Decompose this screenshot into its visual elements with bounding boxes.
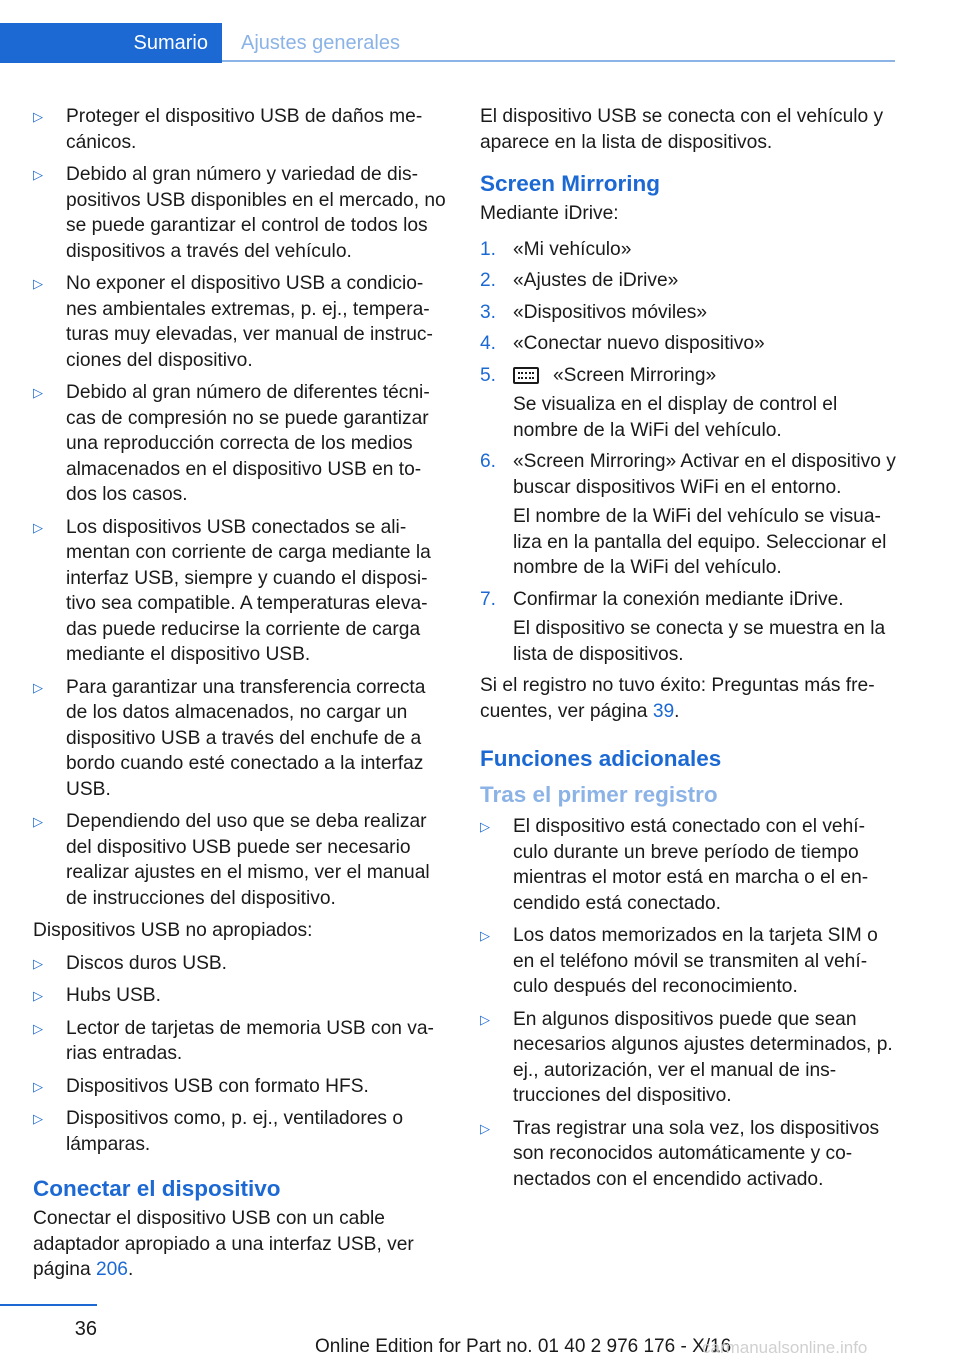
triangle-bullet-icon: ▷ bbox=[480, 1120, 490, 1136]
step-item: 1. «Mi vehículo» bbox=[480, 238, 632, 260]
list-item: ▷ Dispositivos USB con formato HFS. bbox=[33, 1074, 449, 1100]
screen-mirroring-icon bbox=[513, 367, 539, 384]
triangle-bullet-icon: ▷ bbox=[480, 1011, 490, 1027]
connect-paragraph: Conectar el dispositivo USB con un cable adaptador apropiado a una interfaz USB, ver página 206. bbox=[33, 1208, 414, 1280]
triangle-bullet-icon: ▷ bbox=[33, 955, 43, 971]
usb-connected-paragraph: El dispositivo USB se conecta con el vehículo y aparece en la lista de dispositivos. bbox=[480, 106, 884, 153]
list-item: ▷ Dependiendo del uso que se deba realizar del dispositivo USB puede ser necesario realizar ajustes en el mismo, ver el manual de instrucciones del dispositivo. bbox=[33, 809, 449, 911]
step-item: 2. «Ajustes de iDrive» bbox=[480, 270, 679, 291]
tab-sumario[interactable]: Sumario bbox=[0, 23, 222, 63]
triangle-bullet-icon: ▷ bbox=[480, 928, 490, 943]
heading-additional-functions: Funciones adicionales bbox=[480, 746, 722, 771]
list-item: ▷ Debido al gran número y variedad de dis‐ positivos USB disponibles en el mercado, no se puede garantizar el control de todos los dispositivos a través del vehículo. bbox=[33, 162, 449, 264]
list-item: ▷ El dispositivo está conectado con el vehí‐ culo durante un breve período de tiempo mientras el motor está en marcha o el en‐ cendido está conectado. bbox=[480, 814, 898, 916]
list-item: ▷ Para garantizar una transferencia correcta de los datos almacenados, no cargar un dispositivo USB a través del enchufe de a bordo cuando esté conectado a la interfaz USB. bbox=[33, 675, 449, 803]
header-divider bbox=[222, 60, 895, 62]
page-link-39[interactable]: 39 bbox=[652, 700, 675, 722]
watermark: carmanualsonline.info bbox=[702, 1338, 868, 1357]
list-item: ▷ Discos duros USB. bbox=[33, 951, 449, 977]
faq-paragraph: Si el registro no tuvo éxito: Preguntas más fre‐ cuentes, ver página 39. bbox=[480, 675, 875, 722]
mirroring-subtitle: Mediante iDrive: bbox=[480, 203, 619, 224]
triangle-bullet-icon: ▷ bbox=[33, 988, 43, 1003]
list-item: ▷ Hubs USB. bbox=[33, 983, 449, 1009]
triangle-bullet-icon: ▷ bbox=[33, 167, 43, 182]
triangle-bullet-icon: ▷ bbox=[33, 679, 43, 695]
list-item: ▷ Los datos memorizados en la tarjeta SIM o en el teléfono móvil se transmiten al vehí‐ culo después del reconocimiento. bbox=[480, 923, 898, 1000]
triangle-bullet-icon: ▷ bbox=[33, 814, 43, 829]
triangle-bullet-icon: ▷ bbox=[33, 1078, 43, 1094]
step-item: 7. Confirmar la conexión mediante iDrive. bbox=[480, 588, 844, 610]
step-item: 5. «Screen Mirroring» bbox=[480, 364, 717, 386]
list-item: ▷ Los dispositivos USB conectados se ali‐ mentan con corriente de carga mediante la interfaz USB, siempre y cuando el disposi‐ tivo sea compatible. A temperaturas eleva‐ das puede reducirse la corriente de carga mediante el dispositivo USB. bbox=[33, 515, 449, 668]
page-link-206[interactable]: 206 bbox=[95, 1259, 128, 1280]
bullet-list-unsuitable bbox=[33, 951, 449, 1158]
list-item: ▷ En algunos dispositivos puede que sean necesarios algunos ajustes determinados, p. ej., autorización, ver el manual de ins‐ trucciones del dispositivo. bbox=[480, 1007, 898, 1109]
list-item: ▷ No exponer el dispositivo USB a condicio‐ nes ambientales extremas, p. ej., tempera‐ turas muy elevadas, ver manual de instruc‐ ciones del dispositivo. bbox=[33, 271, 449, 373]
footer-divider bbox=[0, 1304, 97, 1306]
triangle-bullet-icon: ▷ bbox=[33, 519, 43, 535]
edition-footer: Online Edition for Part no. 01 40 2 976 176 - X/16 bbox=[315, 1336, 732, 1357]
triangle-bullet-icon: ▷ bbox=[480, 819, 490, 834]
heading-connect-device: Conectar el dispositivo bbox=[33, 1176, 281, 1201]
step-note: El dispositivo se conecta y se muestra en la lista de dispositivos. bbox=[513, 618, 886, 665]
step-item: 6. «Screen Mirroring» Activar en el dispositivo y buscar dispositivos WiFi en el entorno. bbox=[480, 451, 896, 498]
left-column bbox=[33, 104, 449, 1290]
heading-after-first-registration: Tras el primer registro bbox=[480, 782, 718, 807]
step-item: 4. «Conectar nuevo dispositivo» bbox=[480, 333, 765, 354]
list-item: ▷ Lector de tarjetas de memoria USB con va‐ rias entradas. bbox=[33, 1016, 449, 1067]
list-item: ▷ Dispositivos como, p. ej., ventiladores o lámparas. bbox=[33, 1106, 449, 1157]
tab-ajustes-generales[interactable]: Ajustes generales bbox=[241, 32, 400, 54]
page-number: 36 bbox=[74, 1318, 97, 1340]
bullet-list-after-registration bbox=[480, 814, 898, 1192]
triangle-bullet-icon: ▷ bbox=[33, 1020, 43, 1036]
triangle-bullet-icon: ▷ bbox=[33, 109, 43, 124]
step-note: El nombre de la WiFi del vehículo se visua‐ liza en la pantalla del equipo. Seleccionar el nombre de la WiFi del vehículo. bbox=[513, 506, 887, 578]
triangle-bullet-icon: ▷ bbox=[33, 1111, 43, 1126]
right-column bbox=[480, 104, 898, 1199]
list-item: ▷ Proteger el dispositivo USB de daños me‐ cánicos. bbox=[33, 104, 449, 155]
list-item: ▷ Tras registrar una sola vez, los dispositivos son reconocidos automáticamente y co‐ nectados con el encendido activado. bbox=[480, 1116, 898, 1193]
steps-list bbox=[480, 237, 898, 668]
list-item: ▷ Debido al gran número de diferentes técni‐ cas de compresión no se puede garantizar una reproducción correcta de los medios almacenados en el dispositivo USB en to‐ dos los casos. bbox=[33, 380, 449, 508]
triangle-bullet-icon: ▷ bbox=[33, 276, 43, 291]
triangle-bullet-icon: ▷ bbox=[33, 385, 43, 400]
heading-screen-mirroring: Screen Mirroring bbox=[480, 171, 661, 196]
unsuitable-devices-intro: Dispositivos USB no apropiados: bbox=[33, 920, 313, 941]
bullet-list-precautions bbox=[33, 104, 449, 911]
step-item: 3. «Dispositivos móviles» bbox=[480, 301, 708, 323]
step-note: Se visualiza en el display de control el nombre de la WiFi del vehículo. bbox=[513, 394, 838, 441]
page-header bbox=[0, 23, 895, 63]
